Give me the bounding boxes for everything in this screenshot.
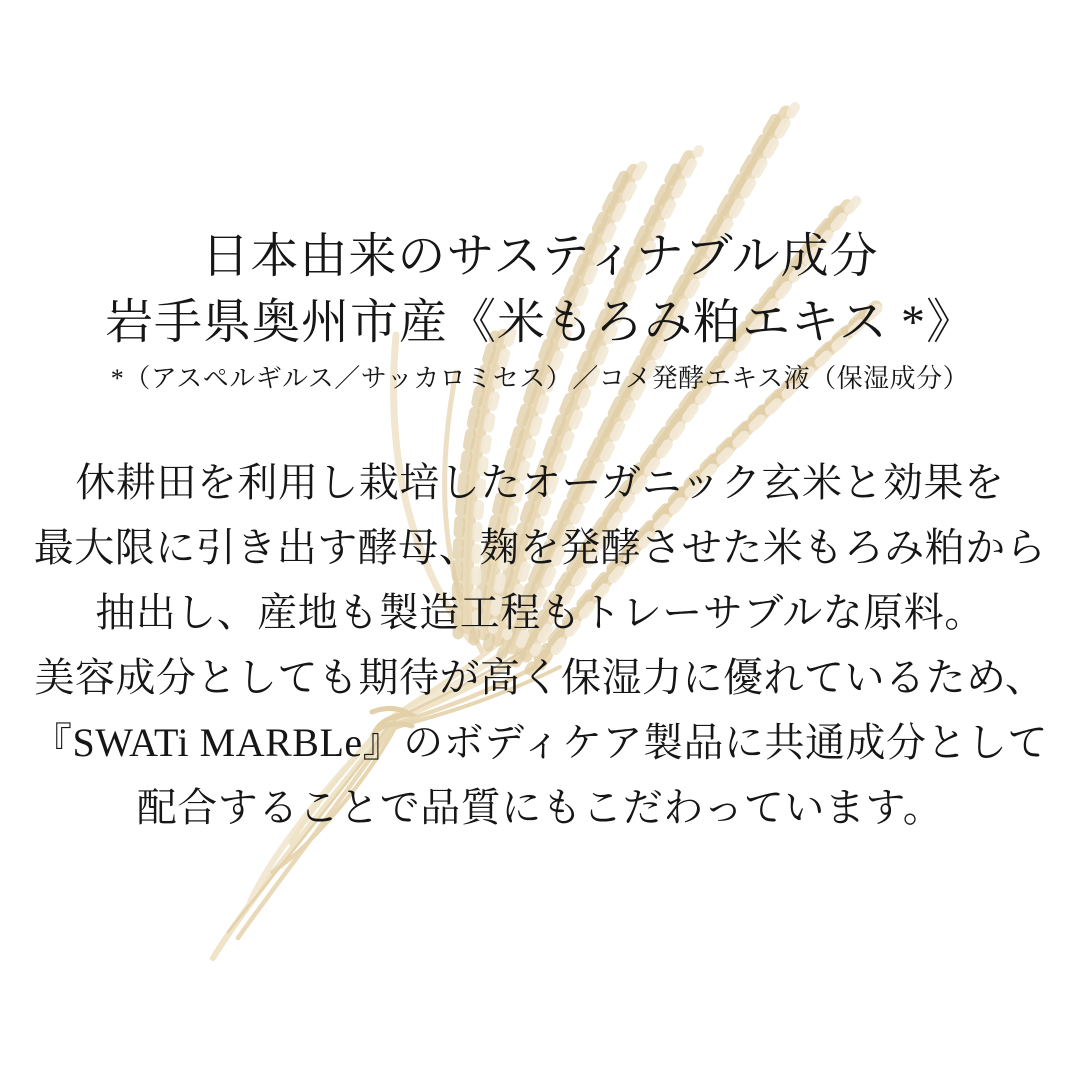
body-line: 最大限に引き出す酵母、麹を発酵させた米もろみ粕から [33,525,1047,570]
body-line: 美容成分としても期待が高く保湿力に優れているため、 [34,655,1046,700]
heading-line-2: 岩手県奥州市産《米もろみ粕エキス *》 [104,296,976,349]
heading-line-1: 日本由来のサスティナブル成分 [201,230,879,283]
body-line: 休耕田を利用し栽培したオーガニック玄米と効果を [75,460,1005,505]
body-text [0,450,1080,840]
ingredient-note: *（アスペルギルス／サッカロミセス）／コメ発酵エキス液（保湿成分） [110,364,970,393]
body-line: 抽出し、産地も製造工程もトレーサブルな原料。 [95,590,985,635]
heading [0,224,1080,356]
body-line: 『SWATi MARBLe』のボディケア製品に共通成分として [32,720,1048,765]
body-line: 配合することで品質にもこだわっています。 [136,785,944,830]
